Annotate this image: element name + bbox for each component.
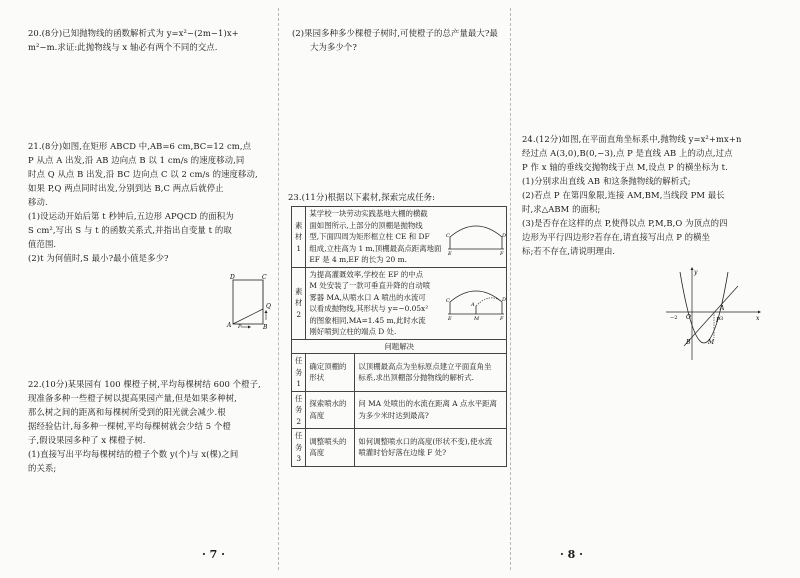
task-desc-line: 以顶棚最高点为坐标原点建立平面直角坐 xyxy=(358,361,492,371)
material-2-sprinkler-figure xyxy=(446,268,506,338)
label-M: M xyxy=(708,339,715,346)
q24-line: 24.(12分)如图,在平面直角坐标系中,抛物线 y=x²+mx+n xyxy=(522,134,742,144)
label-A: A xyxy=(471,301,476,308)
q22-line: 现准备多种一些橙子树以提高果园产量,但是如果多种树, xyxy=(28,393,237,403)
problem-header-row xyxy=(292,339,507,354)
label-B: B xyxy=(686,339,691,346)
q22-line: (1)直接写出平均每棵树结的橙子个数 y(个)与 x(棵)之间 xyxy=(28,449,239,459)
column-divider xyxy=(278,8,279,570)
q21-line: 值范围. xyxy=(28,239,57,249)
q23-materials-table xyxy=(291,206,507,467)
label-D: D xyxy=(502,296,507,303)
task-desc-line: 为多少米时达到最高? xyxy=(358,410,429,420)
task-name-line: 探索喷水的 xyxy=(309,399,347,409)
q22b-line: (2)果园多种多少棵橙子树时,可使橙子的总产量最大?最 xyxy=(292,28,498,38)
label-E: E xyxy=(448,251,453,257)
material-2-label: 素材 2 xyxy=(292,267,306,339)
label-F: F xyxy=(500,315,504,322)
q22-line: 子,假设果园多种了 x 棵橙子树. xyxy=(28,435,146,445)
task-desc-line: 标系,求出顶棚部分抛物线的解析式. xyxy=(358,373,474,383)
label-P: P xyxy=(238,324,242,330)
material-2-line: M 处安装了一款可垂直升降的自动喷 xyxy=(309,281,431,290)
task-3-name xyxy=(306,429,355,467)
q24-coordinate-figure xyxy=(662,266,762,362)
label-D: D xyxy=(230,274,235,281)
material-1-line: EF 是 4 m,EF 的长为 20 m. xyxy=(309,255,407,264)
task-2-row xyxy=(292,391,507,429)
q22-line: 的关系; xyxy=(28,463,57,473)
task-3-row xyxy=(292,429,507,467)
q21-line: S cm²,写出 S 与 t 的函数关系式,并指出自变量 t 的取 xyxy=(28,225,232,235)
task-name-line: 形状 xyxy=(309,373,325,383)
q24-line: (3)是否存在这样的点 P,使得以点 P,M,B,O 为顶点的四 xyxy=(522,218,728,228)
question-21 xyxy=(28,139,273,265)
q24-line: 时,求△ABM 的面积; xyxy=(522,204,601,214)
q24-line: 标;若不存在,请说明理由. xyxy=(522,246,616,256)
label-E: E xyxy=(448,315,453,322)
label-x: x xyxy=(756,315,760,322)
label-3: 3 xyxy=(720,316,724,322)
label-Q: Q xyxy=(266,303,271,310)
label-O: O xyxy=(686,314,691,321)
problem-header: 问题解决 xyxy=(292,339,507,354)
material-1-line: 某学校一块劳动实践基地大棚的横截 xyxy=(309,209,428,218)
task-3-label: 任务 3 xyxy=(292,429,306,467)
q20-line: m²−m.求证:此抛物线与 x 轴必有两个不同的交点. xyxy=(28,42,218,52)
task-1-label: 任务 1 xyxy=(292,354,306,392)
label-A: A xyxy=(227,322,232,329)
q24-line: (1)分别求出直线 AB 和这条抛物线的解析式; xyxy=(522,176,691,186)
label-C: C xyxy=(262,274,267,281)
q21-line: (1)设运动开始后第 t 秒钟后,五边形 APQCD 的面积为 xyxy=(28,211,234,221)
task-1-description xyxy=(355,354,507,392)
task-name-line: 高度 xyxy=(309,410,325,420)
q21-line: (2)t 为何值时,S 最小?最小值是多少? xyxy=(28,253,169,263)
material-1-line: 组成,立柱高为 1 m,顶棚最高点距离地面 xyxy=(309,243,442,253)
question-22-part-2 xyxy=(292,26,507,54)
task-2-label: 任务 2 xyxy=(292,391,306,429)
material-1-text xyxy=(306,207,446,267)
label-P: P xyxy=(716,317,721,324)
q24-line: P 作 x 轴的垂线交抛物线于点 M,设点 P 的横坐标为 t. xyxy=(522,162,728,172)
label-A: A xyxy=(720,305,725,312)
task-1-row xyxy=(292,354,507,392)
material-2-line: 为提高灌溉效率,学校在 EF 的中点 xyxy=(309,269,424,279)
task-2-description xyxy=(355,391,507,429)
q24-line: 边形为平行四边形?若存在,请直接写出点 P 的横坐 xyxy=(522,232,711,242)
task-desc-line: 喷灌时恰好落在边缘 F 处? xyxy=(358,448,447,458)
task-desc-line: 如何调整喷水口的高度(形状不变),使水流 xyxy=(358,436,493,446)
q24-line: 经过点 A(3,0),B(0,−3),点 P 是直线 AB 上的动点,过点 xyxy=(522,148,733,158)
task-name-line: 调整喷头的 xyxy=(309,436,347,446)
material-1-label: 素材 1 xyxy=(292,207,306,268)
label-D: D xyxy=(502,233,507,239)
q20-line: 20.(8分)已知抛物线的函数解析式为 y=x²−(2m−1)x+ xyxy=(28,28,239,38)
material-1-greenhouse-figure xyxy=(446,207,506,265)
q21-line: 移动. xyxy=(28,197,48,207)
q22-line: 那么树之间的距离和每棵树所受到的阳光就会减少.根 xyxy=(28,407,226,417)
q21-line: 21.(8分)如图,在矩形 ABCD 中,AB=6 cm,BC=12 cm,点 xyxy=(28,141,252,151)
task-3-description xyxy=(355,429,507,467)
label-B: B xyxy=(263,324,268,330)
page-number-7: · 7 · xyxy=(202,548,225,561)
q21-line: P 从点 A 出发,沿 AB 边向点 B 以 1 cm/s 的速度移动,同 xyxy=(28,155,245,165)
label-y: y xyxy=(694,269,698,276)
question-20 xyxy=(28,26,273,54)
question-22 xyxy=(28,377,273,475)
label-C: C xyxy=(446,297,451,304)
page-divider xyxy=(510,8,511,570)
question-24 xyxy=(522,132,792,258)
q22b-line: 大为多少个? xyxy=(310,42,357,52)
material-2-row xyxy=(292,267,507,339)
task-1-name xyxy=(306,354,355,392)
q21-rectangle-figure xyxy=(224,272,274,330)
material-1-line: 面如图所示,上部分的顶棚是抛物线 xyxy=(309,220,423,230)
task-desc-line: 问 MA 处喷出的水流在距离 A 点水平距离 xyxy=(358,399,497,409)
material-1-line: 型,下面四周为矩形框立柱 CE 和 DF xyxy=(309,232,430,241)
task-name-line: 确定顶棚的 xyxy=(309,361,347,371)
material-1-row xyxy=(292,207,507,268)
task-name-line: 高度 xyxy=(309,448,325,458)
material-2-text xyxy=(306,268,446,339)
label-M: M xyxy=(474,315,480,322)
q24-line: (2)若点 P 在第四象限,连接 AM,BM,当线段 PM 最长 xyxy=(522,190,725,200)
q21-line: 如果 P,Q 两点同时出发,分别到达 B,C 两点后就停止 xyxy=(28,183,224,193)
q22-line: 22.(10分)某果园有 100 棵橙子树,平均每棵树结 600 个橙子, xyxy=(28,379,261,389)
material-2-line: 以看成抛物线,其形状与 y=−0.05x² xyxy=(309,304,429,313)
label-F: F xyxy=(500,251,504,257)
q21-line: 时点 Q 从点 B 出发,沿 BC 边向点 C 以 2 cm/s 的速度移动, xyxy=(28,169,258,179)
q22-line: 据经验估计,每多种一棵树,平均每棵树就会少结 5 个橙 xyxy=(28,421,231,431)
material-2-line: 的图象相同,MA=1.45 m,此时水流 xyxy=(309,315,426,325)
question-23-title: 23.(11分)根据以下素材,探索完成任务: xyxy=(288,192,436,202)
material-2-line: 雾器 MA,从喷水口 A 喷出的水流可 xyxy=(309,292,426,302)
page-number-8: · 8 · xyxy=(560,548,583,561)
task-2-name xyxy=(306,391,355,429)
label-minus-2: −2 xyxy=(670,315,678,321)
label-C: C xyxy=(446,233,451,239)
material-2-line: 刚好喷到立柱的端点 D 处. xyxy=(309,327,397,336)
